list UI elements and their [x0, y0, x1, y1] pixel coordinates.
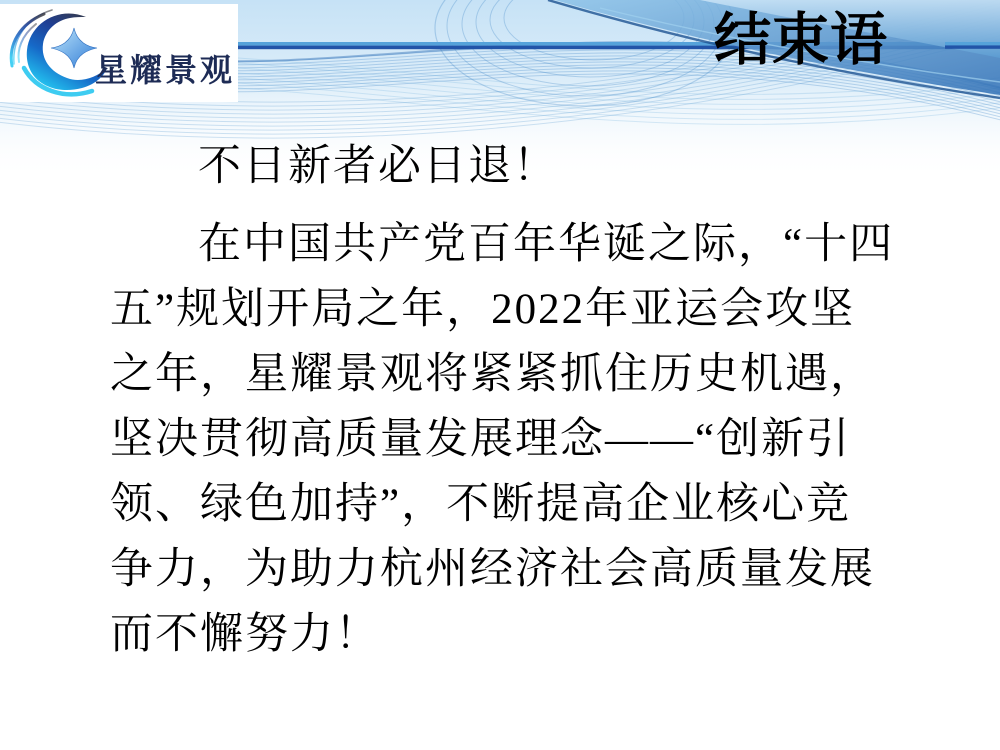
body-line: 五”规划开局之年，2022年亚运会攻坚: [110, 286, 856, 333]
logo-text: 星耀景观: [95, 52, 236, 88]
body-line: 领、绿色加持”，不断提高企业核心竞: [110, 481, 852, 528]
body-line: 之年，星耀景观将紧紧抓住历史机遇，: [110, 351, 875, 398]
body-line: 在中国共产党百年华诞之际，“十四: [198, 221, 895, 268]
company-logo: [0, 4, 238, 102]
logo-plate: [0, 4, 238, 102]
body-line: 而不懈努力！: [110, 611, 380, 658]
body-line: 坚决贯彻高质量发展理念——“创新引: [110, 416, 852, 463]
body-line: 不日新者必日退！: [198, 143, 558, 190]
crescent-star-logo-icon: [11, 10, 107, 94]
body-line: 争力，为助力杭州经济社会高质量发展: [110, 546, 875, 593]
body-text-block: [110, 134, 920, 667]
page-title: 结束语: [714, 8, 888, 72]
